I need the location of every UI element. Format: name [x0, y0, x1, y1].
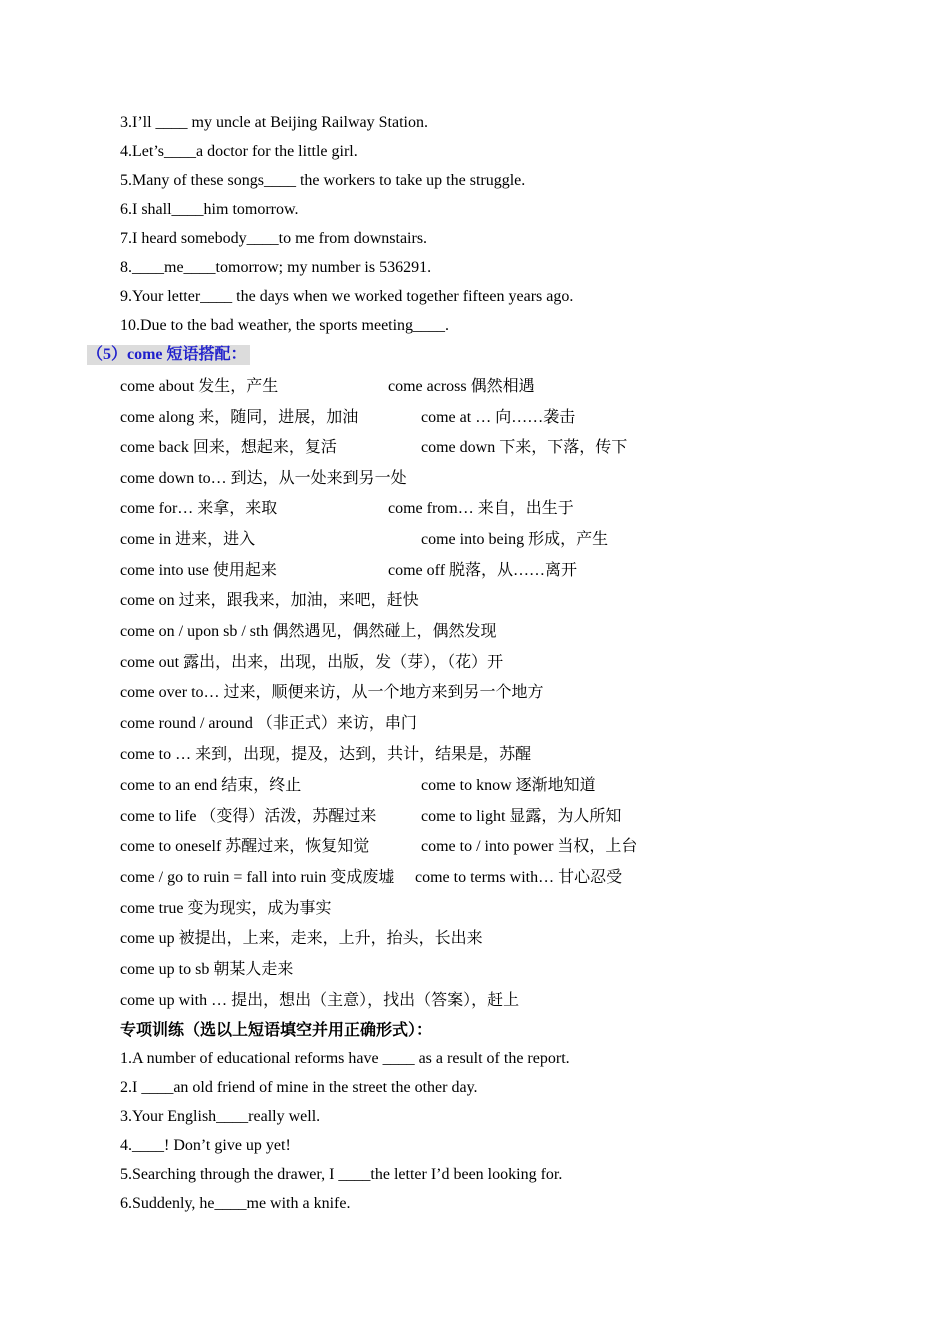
phrase-left: come into use 使用起来 [120, 562, 277, 579]
phrase-row [120, 530, 609, 550]
exercise-line: 6.I shall____him tomorrow. [120, 201, 299, 218]
phrase-row [120, 469, 407, 489]
phrase-row [120, 868, 623, 888]
phrase-left: come up with … 提出，想出（主意），找出（答案），赶上 [120, 992, 520, 1009]
phrase-row [120, 622, 496, 642]
exercise-line: 3.Your English____really well. [120, 1108, 321, 1125]
phrase-left: come back 回来，想起来，复活 [120, 439, 337, 456]
phrase-row [120, 899, 332, 919]
exercise-line: 7.I heard somebody____to me from downstairs. [120, 230, 428, 247]
exercise-line: 5.Searching through the drawer, I ____the letter I’d been looking for. [120, 1166, 563, 1183]
exercise-line: 1.A number of educational reforms have ____ as a result of the report. [120, 1050, 570, 1067]
phrase-right: come to light 显露，为人所知 [421, 808, 622, 825]
phrase-row [120, 653, 503, 673]
phrase-left: come round / around （非正式）来访，串门 [120, 715, 417, 732]
phrase-row [120, 499, 574, 519]
phrase-row [120, 745, 531, 765]
phrase-right: come into being 形成，产生 [421, 531, 609, 548]
phrase-left: come to life （变得）活泼，苏醒过来 [120, 808, 377, 825]
phrase-row [120, 591, 419, 611]
phrase-right: come at … 向……袭击 [421, 409, 576, 426]
phrase-right: come to know 逐渐地知道 [421, 777, 596, 794]
phrase-right: come to / into power 当权，上台 [421, 838, 638, 855]
section-heading: （5）come 短语搭配： [87, 345, 250, 365]
phrase-left: come on 过来，跟我来，加油，来吧，赶快 [120, 592, 419, 609]
phrase-row [120, 960, 293, 980]
exercise-line: 2.I ____an old friend of mine in the street the other day. [120, 1079, 478, 1096]
phrase-row [120, 837, 638, 857]
exercise-line: 6.Suddenly, he____me with a knife. [120, 1195, 351, 1212]
phrase-row [120, 683, 544, 703]
phrase-row [120, 807, 622, 827]
phrase-left: come up 被提出，上来，走来，上升，抬头，长出来 [120, 930, 483, 947]
phrase-row [120, 714, 417, 734]
exercise-line: 4.____! Don’t give up yet! [120, 1137, 291, 1154]
phrase-row [120, 408, 576, 428]
phrase-row [120, 776, 596, 796]
exercise-line: 3.I’ll ____ my uncle at Beijing Railway Station. [120, 114, 428, 131]
exercise-line: 5.Many of these songs____ the workers to take up the struggle. [120, 172, 526, 189]
exercise-line: 9.Your letter____ the days when we worked together fifteen years ago. [120, 288, 574, 305]
exercise-line: 8.____me____tomorrow; my number is 536291. [120, 259, 432, 276]
phrase-left: come along 来，随同，进展，加油 [120, 409, 359, 426]
phrase-left: come up to sb 朝某人走来 [120, 961, 294, 978]
phrase-left: come for… 来拿，来取 [120, 500, 278, 517]
phrase-row [120, 438, 628, 458]
phrase-row [120, 561, 578, 581]
phrase-row [120, 377, 535, 397]
phrase-row [120, 929, 483, 949]
phrase-row [120, 991, 519, 1011]
phrase-right: come across 偶然相遇 [388, 378, 535, 395]
phrase-left: come out 露出，出来，出现，出版，发（芽），（花）开 [120, 654, 504, 671]
phrase-left: come in 进来，进入 [120, 531, 256, 548]
exercise-line: 4.Let’s____a doctor for the little girl. [120, 143, 358, 160]
phrase-right: come down 下来，下落，传下 [421, 439, 628, 456]
phrase-left: come on / upon sb / sth 偶然遇见，偶然碰上，偶然发现 [120, 623, 497, 640]
phrase-left: come down to… 到达，从一处来到另一处 [120, 470, 407, 487]
phrase-left: come to oneself 苏醒过来，恢复知觉 [120, 838, 370, 855]
phrase-left: come about 发生，产生 [120, 378, 279, 395]
exercise-line: 10.Due to the bad weather, the sports meeting____. [120, 317, 450, 334]
phrase-right: come to terms with… 甘心忍受 [415, 869, 623, 886]
phrase-right: come off 脱落，从……离开 [388, 562, 578, 579]
phrase-left: come to an end 结束，终止 [120, 777, 302, 794]
phrase-left: come over to… 过来，顺便来访，从一个地方来到另一个地方 [120, 684, 544, 701]
phrase-left: come to … 来到，出现，提及，达到，共计，结果是，苏醒 [120, 746, 532, 763]
phrase-left: come / go to ruin = fall into ruin 变成废墟 [120, 869, 395, 886]
phrase-right: come from… 来自，出生于 [388, 500, 574, 517]
training-heading: 专项训练（选以上短语填空并用正确形式）： [120, 1022, 433, 1039]
phrase-left: come true 变为现实，成为事实 [120, 900, 332, 917]
